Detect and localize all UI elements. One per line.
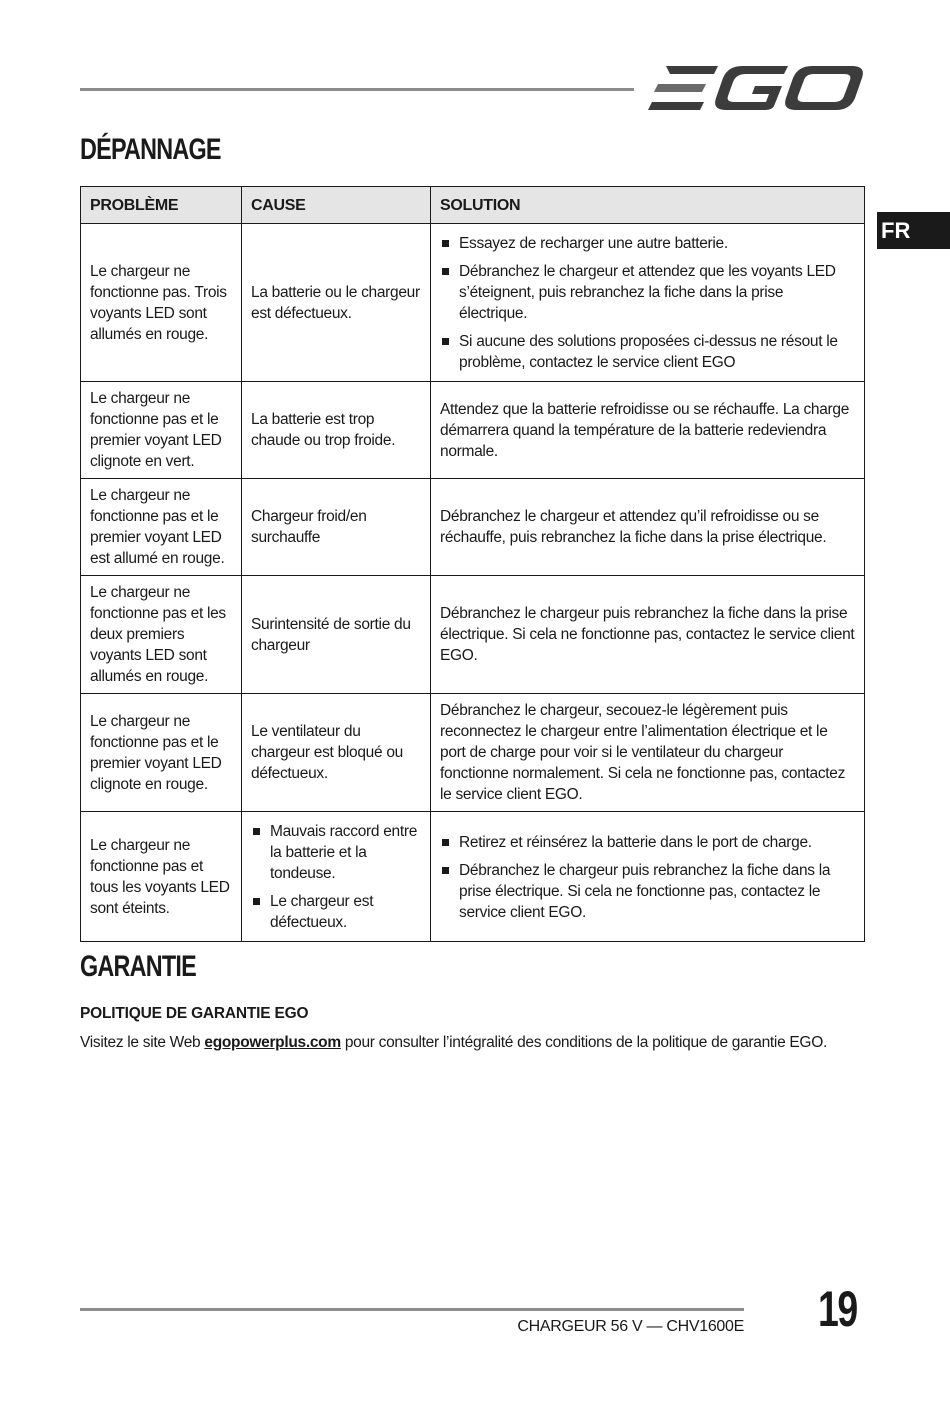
cause-cell: Le ventilateur du chargeur est bloqué ou défectueux. bbox=[242, 694, 431, 812]
cause-list bbox=[251, 821, 421, 933]
footer-product-label: CHARGEUR 56 V — CHV1600E bbox=[517, 1318, 744, 1335]
cause-cell: Surintensité de sortie du chargeur bbox=[242, 576, 431, 694]
solution-cell: Débranchez le chargeur, secouez-le légèrement puis reconnectez le chargeur entre l’alimentation électrique et le port de charge pour voir si le ventilateur du chargeur fonctionne normalement. Si cela ne fonctionne pas, contactez le service client EGO. bbox=[431, 694, 865, 812]
troubleshooting-title: DÉPANNAGE bbox=[80, 133, 221, 166]
footer-rule bbox=[80, 1308, 744, 1311]
cause-cell: La batterie ou le chargeur est défectueux. bbox=[242, 224, 431, 382]
solution-cell: Débranchez le chargeur puis rebranchez la fiche dans la prise électrique. Si cela ne fonctionne pas, contactez le service client EGO. bbox=[431, 576, 865, 694]
list-item bbox=[440, 331, 855, 373]
cause-cell: La batterie est trop chaude ou trop froide. bbox=[242, 382, 431, 479]
header-solution: SOLUTION bbox=[431, 187, 865, 224]
page-number: 19 bbox=[818, 1281, 857, 1337]
square-bullet-icon bbox=[442, 839, 449, 846]
list-item-text: Débranchez le chargeur et attendez que les voyants LED s’éteignent, puis rebranchez la fiche dans la prise électrique. bbox=[459, 263, 836, 322]
warranty-policy-text bbox=[80, 1034, 827, 1052]
table-row bbox=[81, 479, 865, 576]
problem-cell: Le chargeur ne fonctionne pas et les deux premiers voyants LED sont allumés en rouge. bbox=[81, 576, 242, 694]
list-item bbox=[440, 261, 855, 324]
square-bullet-icon bbox=[442, 338, 449, 345]
problem-cell: Le chargeur ne fonctionne pas et tous les voyants LED sont éteints. bbox=[81, 812, 242, 942]
table-row bbox=[81, 812, 865, 942]
list-item-text: Le chargeur est défectueux. bbox=[270, 893, 374, 931]
table-header-row bbox=[81, 187, 865, 224]
problem-cell: Le chargeur ne fonctionne pas et le premier voyant LED clignote en rouge. bbox=[81, 694, 242, 812]
problem-cell: Le chargeur ne fonctionne pas. Trois voyants LED sont allumés en rouge. bbox=[81, 224, 242, 382]
solution-list bbox=[440, 832, 855, 923]
solution-list bbox=[440, 233, 855, 373]
list-item bbox=[440, 832, 855, 853]
table-row bbox=[81, 576, 865, 694]
square-bullet-icon bbox=[442, 268, 449, 275]
square-bullet-icon bbox=[253, 828, 260, 835]
egopowerplus-link[interactable]: egopowerplus.com bbox=[204, 1034, 341, 1051]
solution-cell: Débranchez le chargeur et attendez qu’il refroidisse ou se réchauffe, puis rebranchez la fiche dans la prise électrique. bbox=[431, 479, 865, 576]
list-item bbox=[440, 233, 855, 254]
policy-text-before: Visitez le site Web bbox=[80, 1034, 205, 1051]
list-item-text: Essayez de recharger une autre batterie. bbox=[459, 235, 728, 252]
problem-cell: Le chargeur ne fonctionne pas et le premier voyant LED clignote en vert. bbox=[81, 382, 242, 479]
problem-cell: Le chargeur ne fonctionne pas et le premier voyant LED est allumé en rouge. bbox=[81, 479, 242, 576]
square-bullet-icon bbox=[253, 898, 260, 905]
solution-cell bbox=[431, 812, 865, 942]
list-item-text: Débranchez le chargeur puis rebranchez la fiche dans la prise électrique. Si cela ne fonctionne pas, contactez le service client EGO. bbox=[459, 861, 831, 921]
square-bullet-icon bbox=[442, 240, 449, 247]
solution-cell bbox=[431, 224, 865, 382]
warranty-title: GARANTIE bbox=[80, 950, 196, 983]
table-row bbox=[81, 224, 865, 382]
troubleshooting-table bbox=[80, 186, 865, 942]
list-item-text: Mauvais raccord entre la batterie et la tondeuse. bbox=[270, 823, 418, 882]
solution-cell: Attendez que la batterie refroidisse ou se réchauffe. La charge démarrera quand la température de la batterie redeviendra normale. bbox=[431, 382, 865, 479]
ego-logo bbox=[648, 60, 864, 116]
table-row bbox=[81, 694, 865, 812]
header-rule bbox=[80, 88, 634, 91]
warranty-policy-heading: POLITIQUE DE GARANTIE EGO bbox=[80, 1005, 309, 1022]
square-bullet-icon bbox=[442, 867, 449, 874]
header-problem: PROBLÈME bbox=[81, 187, 242, 224]
header-cause: CAUSE bbox=[242, 187, 431, 224]
list-item-text: Si aucune des solutions proposées ci-dessus ne résout le problème, contactez le service client EGO bbox=[459, 333, 838, 371]
cause-cell bbox=[242, 812, 431, 942]
policy-text-after: pour consulter l’intégralité des conditions de la politique de garantie EGO. bbox=[340, 1034, 827, 1051]
list-item bbox=[440, 860, 855, 923]
table-row bbox=[81, 382, 865, 479]
language-tab: FR bbox=[877, 212, 950, 249]
list-item-text: Retirez et réinsérez la batterie dans le port de charge. bbox=[459, 833, 812, 851]
list-item bbox=[251, 891, 421, 933]
cause-cell: Chargeur froid/en surchauffe bbox=[242, 479, 431, 576]
list-item bbox=[251, 821, 421, 884]
